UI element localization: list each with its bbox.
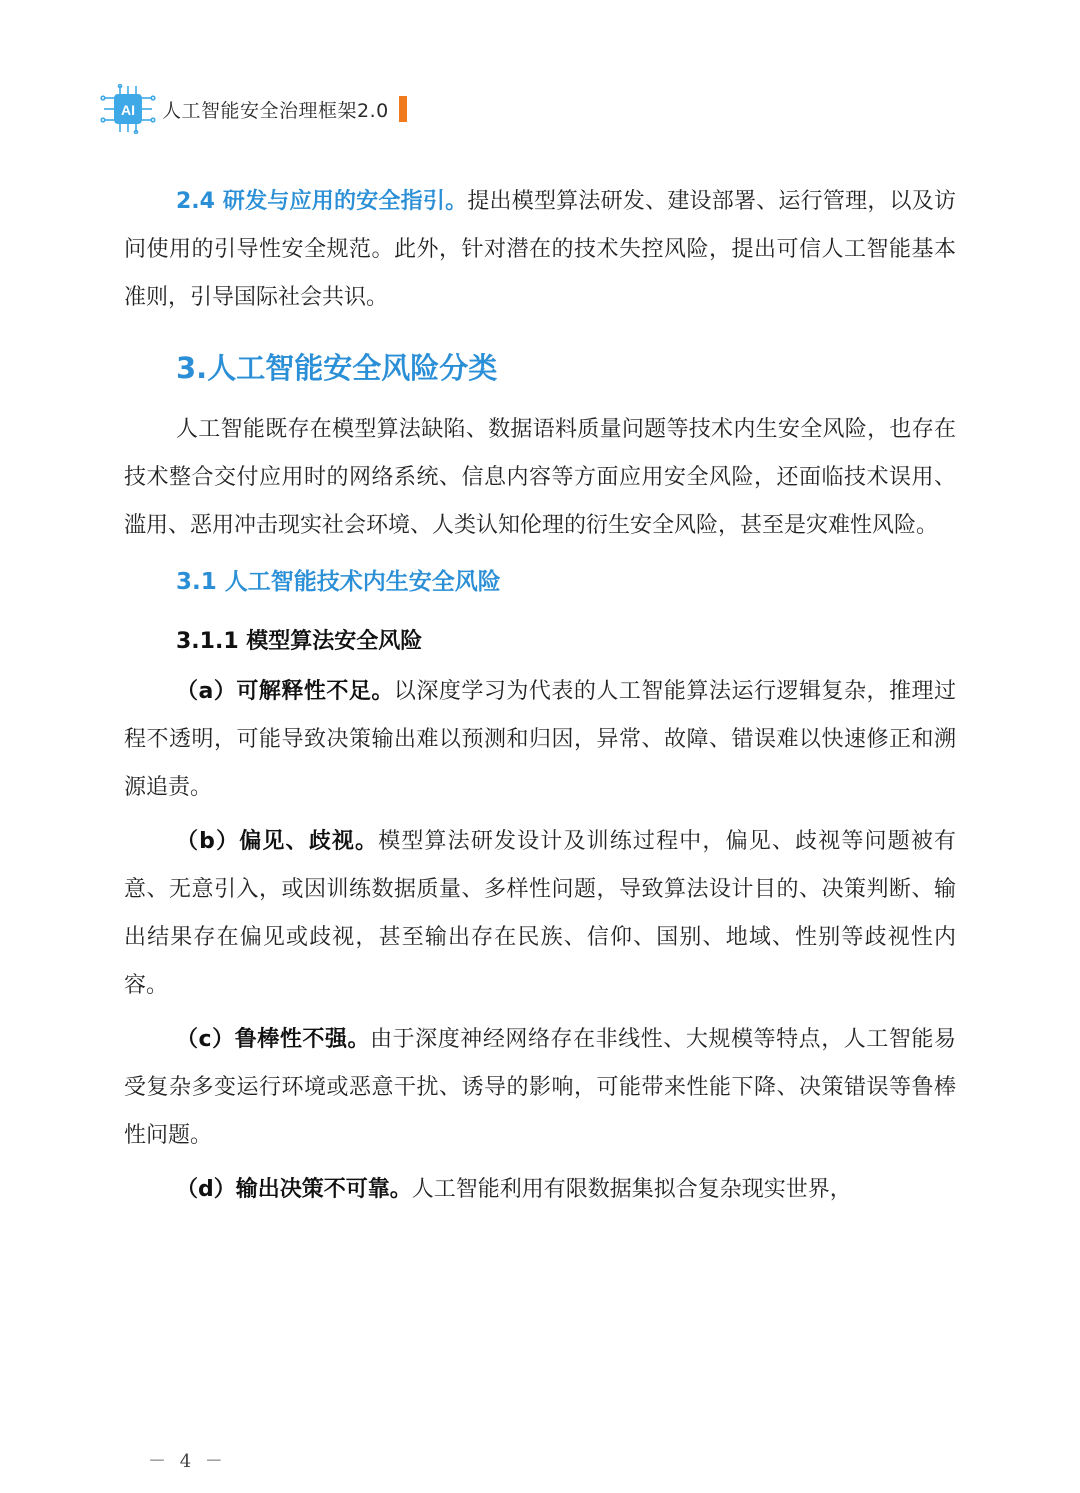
paragraph-2-4 — [124, 178, 956, 322]
section-3-1-1-heading: 3.1.1 模型算法安全风险 — [176, 629, 423, 654]
item-c-body: 由于深度神经网络存在非线性、大规模等特点，人工智能易受复杂多变运行环境或恶意干扰、诱导的影响，可能带来性能下降、决策错误等鲁棒性问题。 — [124, 1027, 956, 1148]
section-3-intro: 人工智能既存在模型算法缺陷、数据语料质量问题等技术内生安全风险，也存在技术整合交付应用时的网络系统、信息内容等方面应用安全风险，还面临技术误用、滥用、恶用冲击现实社会环境、人类认知伦理的衍生安全风险，甚至是灾难性风险。 — [124, 417, 956, 538]
item-a-lead: （a）可解释性不足。 — [176, 679, 394, 704]
item-b-lead: （b）偏见、歧视。 — [176, 829, 379, 854]
section-2-4-lead: 2.4 研发与应用的安全指引。 — [176, 189, 468, 214]
item-d — [124, 1166, 956, 1214]
document-title: 人工智能安全治理框架2.0 — [162, 99, 389, 122]
item-b — [124, 818, 956, 1010]
item-c-lead: （c）鲁棒性不强。 — [176, 1027, 371, 1052]
item-d-body: 人工智能利用有限数据集拟合复杂现实世界， — [411, 1177, 852, 1202]
item-d-lead: （d）输出决策不可靠。 — [176, 1177, 412, 1202]
logo-text: AI — [121, 102, 135, 118]
item-c — [124, 1016, 956, 1160]
page-header — [100, 84, 407, 134]
page-content — [124, 178, 956, 1220]
section-3-heading: 3.人工智能安全风险分类 — [176, 351, 498, 385]
item-a — [124, 668, 956, 812]
page-number: － 4 － — [148, 1451, 227, 1472]
section-3-1-heading: 3.1 人工智能技术内生安全风险 — [176, 569, 501, 595]
ai-chip-logo-icon — [100, 84, 156, 134]
title-accent-bar — [399, 96, 407, 122]
item-a-body: 以深度学习为代表的人工智能算法运行逻辑复杂，推理过程不透明，可能导致决策输出难以预测和归因，异常、故障、错误难以快速修正和溯源追责。 — [124, 679, 956, 800]
section-2-4-body: 提出模型算法研发、建设部署、运行管理，以及访问使用的引导性安全规范。此外，针对潜在的技术失控风险，提出可信人工智能基本准则，引导国际社会共识。 — [124, 189, 956, 310]
item-b-body: 模型算法研发设计及训练过程中，偏见、歧视等问题被有意、无意引入，或因训练数据质量、多样性问题，导致算法设计目的、决策判断、输出结果存在偏见或歧视，甚至输出存在民族、信仰、国别、地域、性别等歧视性内容。 — [124, 829, 956, 998]
